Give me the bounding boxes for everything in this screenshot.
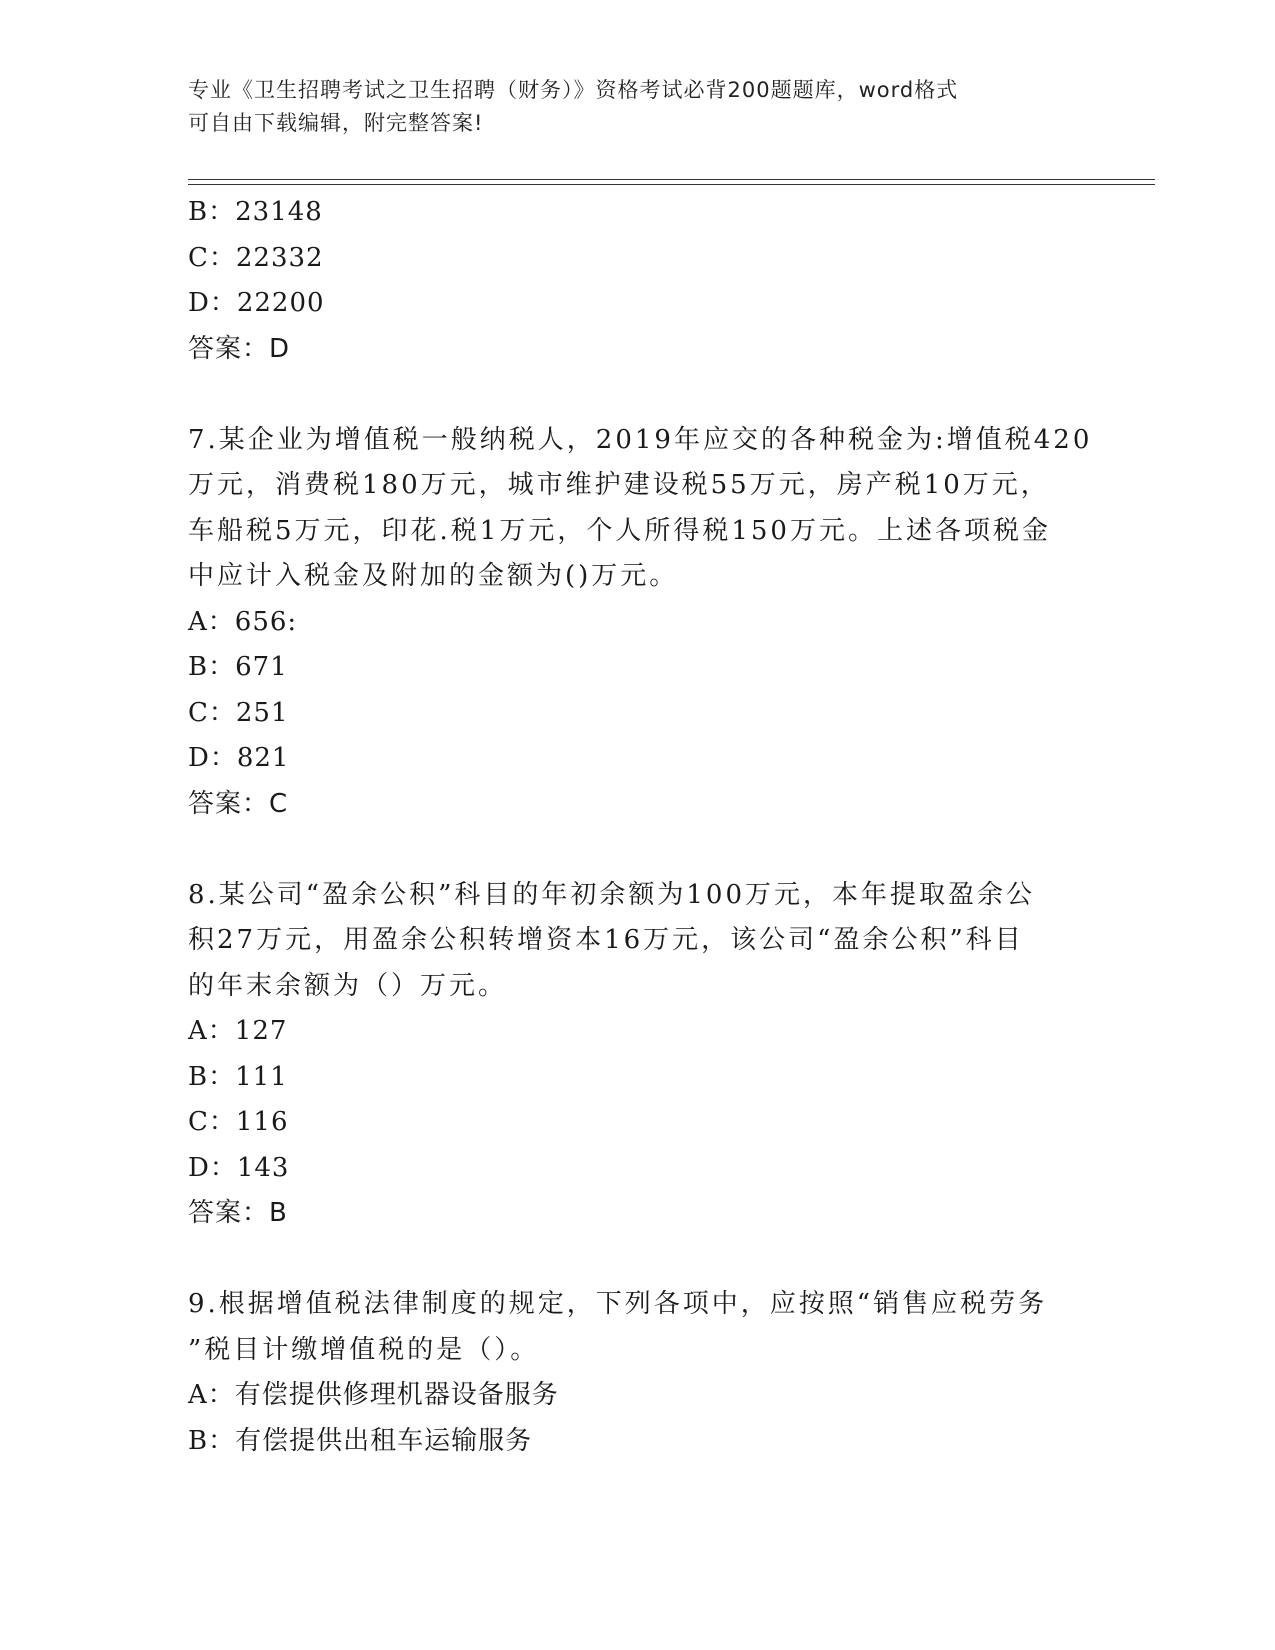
answer-line: 答案：B	[188, 1198, 288, 1228]
question-6-continued	[188, 190, 1088, 372]
option-b: B：23148	[188, 197, 323, 227]
header-line-2: 可自由下载编辑，附完整答案!	[188, 111, 484, 135]
spacer	[188, 827, 1088, 873]
question-text-line: 9.根据增值税法律制度的规定，下列各项中，应按照“销售应税劳务	[188, 1289, 1048, 1319]
question-9	[188, 1282, 1088, 1464]
option-c: C：116	[188, 1107, 289, 1137]
option-d: D：821	[188, 743, 290, 773]
question-text-line: 的年末余额为（）万元。	[188, 970, 508, 1001]
option-c: C：251	[188, 697, 289, 728]
header-divider-top	[188, 179, 1155, 180]
option-b: B：有偿提供出租车运输服务	[188, 1425, 533, 1456]
answer-line: 答案：D	[188, 333, 291, 364]
option-d: D：143	[188, 1152, 290, 1183]
spacer	[188, 372, 1088, 418]
question-text-line: ”税目计缴增值税的是（）。	[188, 1334, 540, 1365]
option-a: A：有偿提供修理机器设备服务	[188, 1380, 559, 1410]
option-d: D：22200	[188, 288, 325, 318]
question-8	[188, 873, 1088, 1237]
question-text-line: 8.某公司“盈余公积”科目的年初余额为100万元，本年提取盈余公	[188, 879, 1036, 910]
answer-line: 答案：C	[188, 788, 289, 819]
option-a: A：656:	[188, 606, 298, 637]
option-b: B：111	[188, 1061, 288, 1092]
option-c: C：22332	[188, 242, 324, 273]
question-text-line: 7.某企业为增值税一般纳税人，2019年应交的各种税金为:增值税420	[188, 424, 1093, 455]
question-7	[188, 418, 1093, 828]
option-a: A：127	[188, 1016, 288, 1046]
question-text-line: 车船税5万元，印花.税1万元，个人所得税150万元。上述各项税金	[188, 515, 1051, 546]
question-text-line: 积27万元，用盈余公积转增资本16万元，该公司“盈余公积”科目	[188, 925, 1024, 955]
header-divider-bottom	[188, 184, 1155, 185]
document-body	[188, 190, 1093, 1464]
header-line-1: 专业《卫生招聘考试之卫生招聘（财务）》资格考试必背200题题库，word格式	[188, 78, 959, 102]
spacer	[188, 1237, 1088, 1283]
option-b: B：671	[188, 652, 288, 682]
document-header	[188, 74, 1088, 140]
question-text-line: 万元，消费税180万元，城市维护建设税55万元，房产税10万元，	[188, 470, 1050, 500]
question-text-line: 中应计入税金及附加的金额为()万元。	[188, 561, 679, 591]
